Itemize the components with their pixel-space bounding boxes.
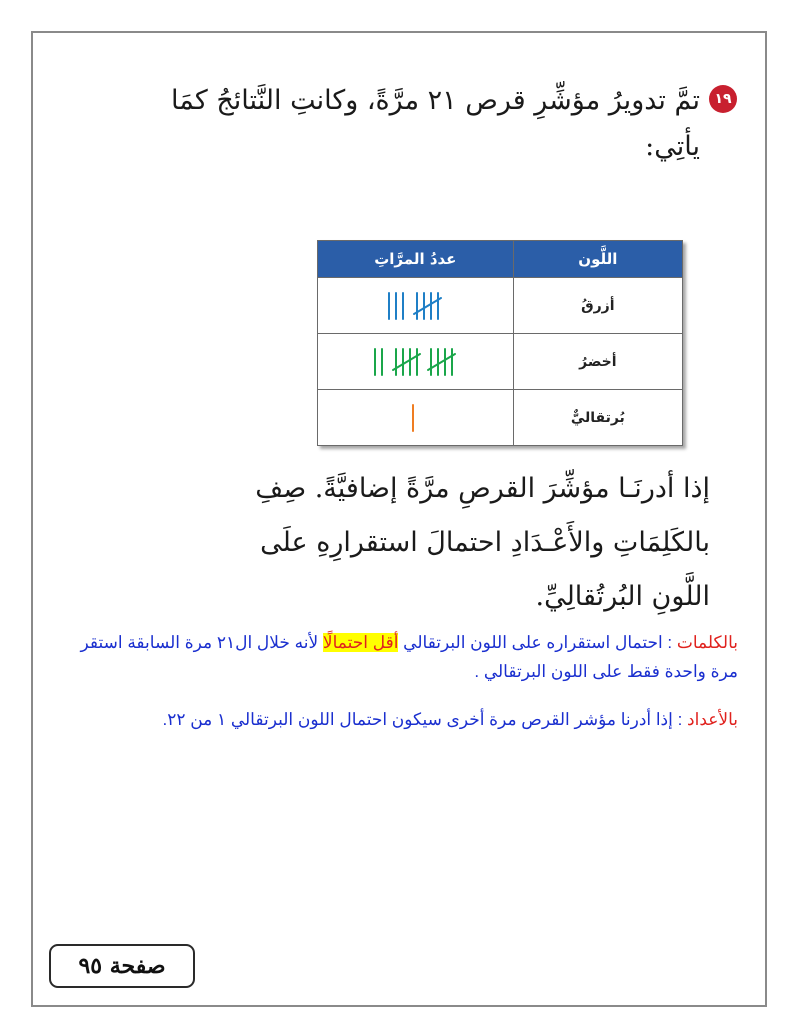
tally-marks-icon: [385, 289, 446, 323]
tally-cell: [318, 390, 514, 446]
tally-cell: [318, 334, 514, 390]
tally-cross-stroke: [428, 354, 455, 370]
answer-words-text-after: لأنه خلال ال٢١ مرة السابقة استقر مرة واحدة فقط على اللون البرتقالي .: [80, 633, 738, 681]
color-cell: أخضرُ: [513, 334, 682, 390]
question-number-badge: ١٩: [709, 85, 737, 113]
header-count: عددُ المرَّاتِ: [318, 241, 514, 278]
color-cell: أزرقُ: [513, 278, 682, 334]
header-color: اللَّون: [513, 241, 682, 278]
prompt-line-1: إذا أدرنَـا مؤشِّرَ القرصِ مرَّةً إضافيَّةً. صِفِ: [255, 473, 710, 504]
tally-marks-icon: [371, 345, 460, 379]
table-row: [318, 390, 683, 446]
tally-cross-stroke: [393, 354, 420, 370]
answer-numbers: [78, 705, 738, 734]
tally-table: [317, 240, 683, 446]
answer-words-highlight: أقل احتمالًا: [322, 633, 399, 652]
table-row: [318, 334, 683, 390]
prompt-text: [110, 462, 710, 624]
tally-cross-stroke: [414, 298, 441, 314]
question-line-1: تمَّ تدويرُ مؤشِّرِ قرص ٢١ مرَّةً، وكانتِ النَّتائجُ كمَا: [171, 85, 700, 116]
tally-cell: [318, 278, 514, 334]
table-row: [318, 278, 683, 334]
color-cell: بُرتقاليٌّ: [513, 390, 682, 446]
answer-words-text-before: : احتمال استقراره على اللون البرتقالي: [398, 633, 677, 652]
prompt-line-3: اللَّونِ البُرتُقالِيِّ.: [535, 581, 710, 612]
answer-words: [78, 628, 738, 686]
answer-words-label: بالكلمات: [676, 633, 738, 652]
prompt-line-2: بالكَلِمَاتِ والأَعْـدَادِ احتمالَ استقرارِهِ علَى: [260, 527, 710, 558]
answer-numbers-text: : إذا أدرنا مؤشر القرص مرة أخرى سيكون احتمال اللون البرتقالي ١ من ٢٢.: [162, 710, 688, 729]
tally-marks-icon: [409, 401, 421, 435]
question-line-2: يأتِي:: [645, 131, 700, 162]
answer-numbers-label: بالأعداد: [687, 710, 738, 729]
question-text: [100, 78, 700, 170]
page-number-label: صفحة ٩٥: [49, 944, 195, 988]
table-header-row: [318, 241, 683, 278]
